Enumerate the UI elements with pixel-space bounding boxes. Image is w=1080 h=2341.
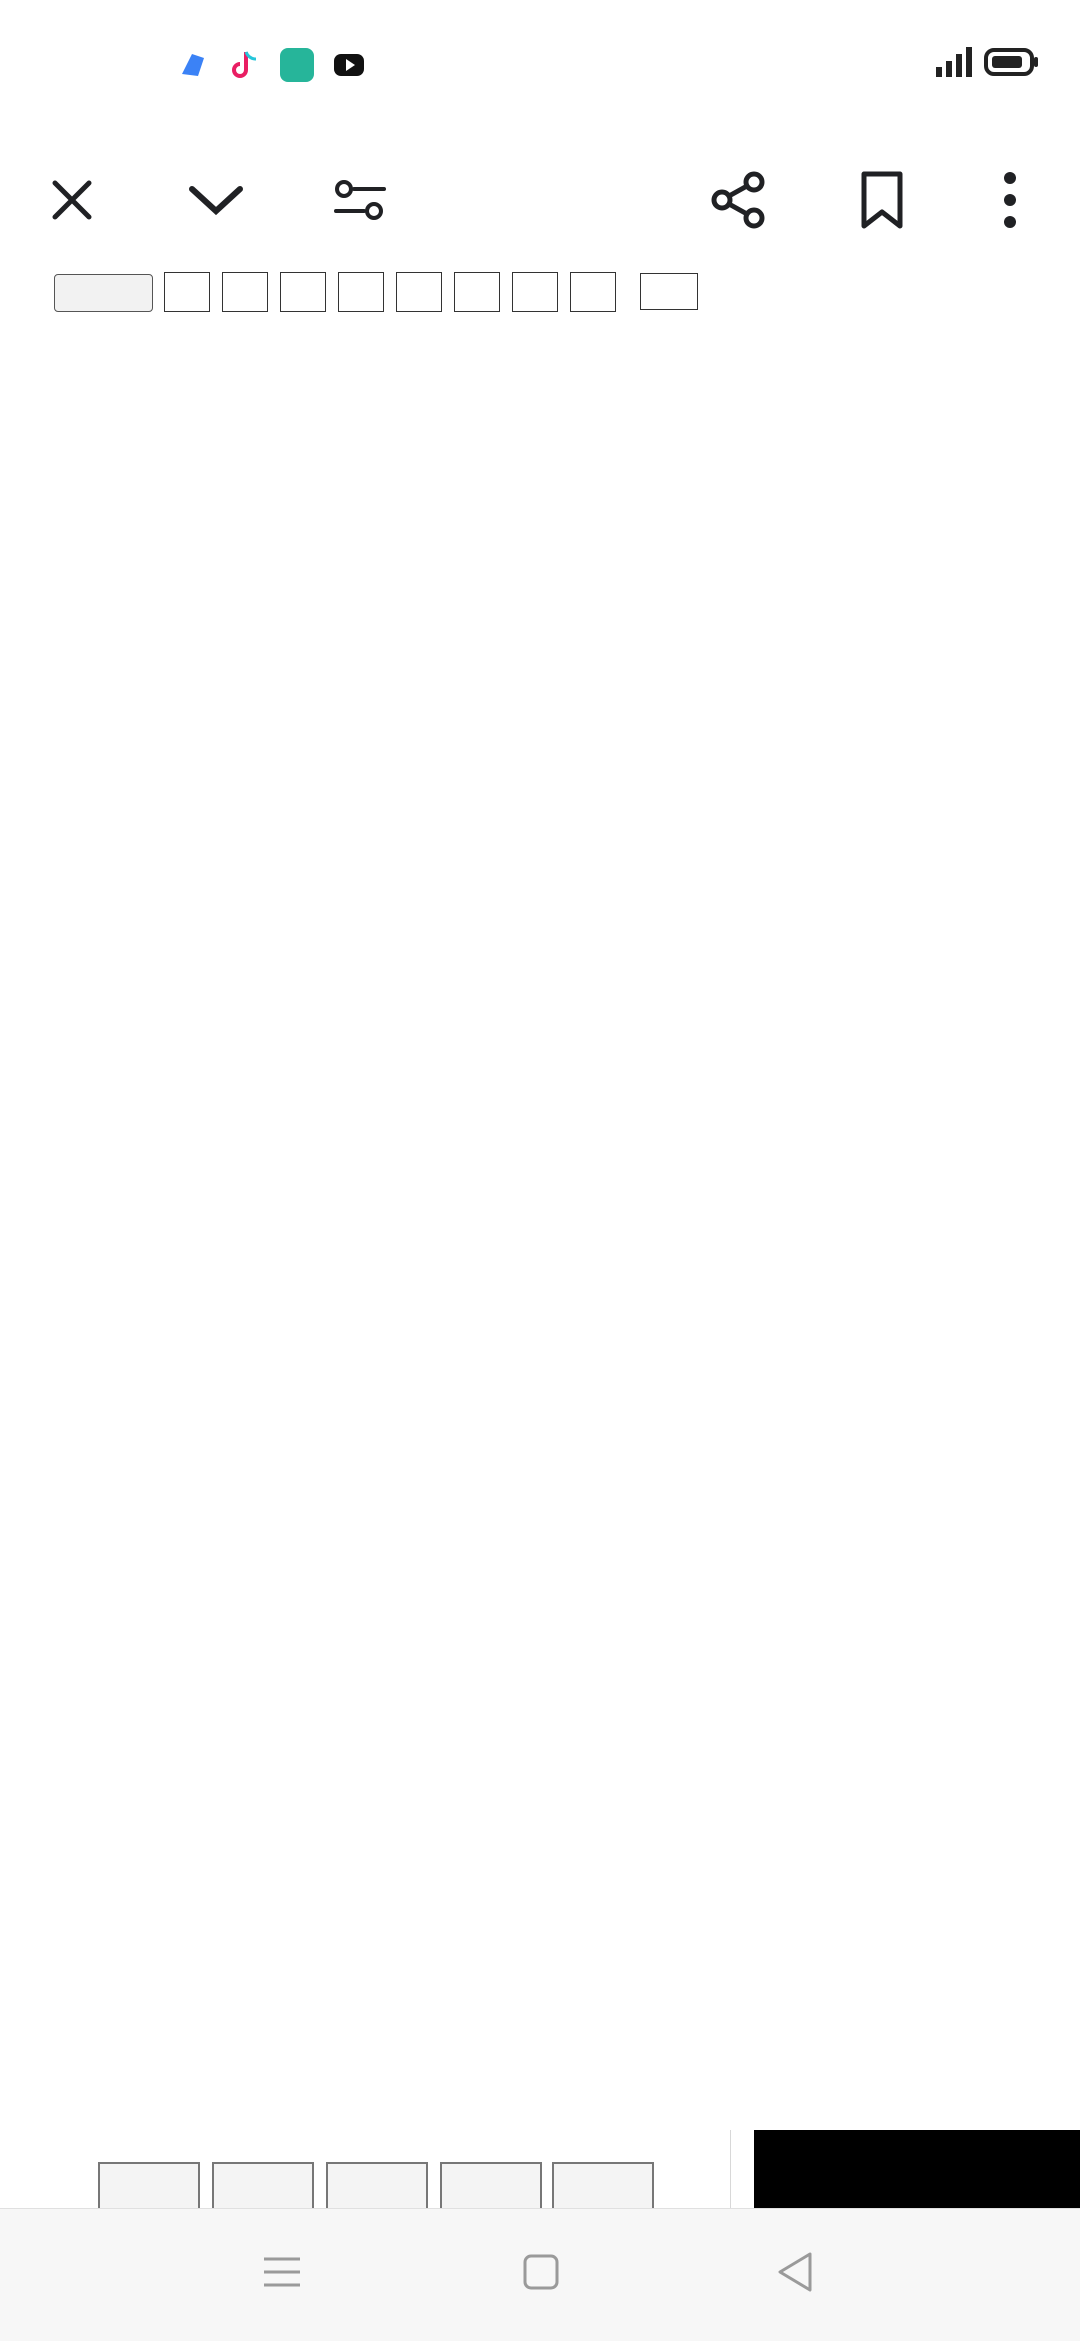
signal-icon	[934, 45, 974, 84]
swatch-red[interactable]	[164, 272, 210, 312]
square-icon[interactable]	[522, 2253, 560, 2296]
swatch-blue[interactable]	[396, 272, 442, 312]
swatch-purple[interactable]	[222, 272, 268, 312]
ad-block	[754, 2130, 1080, 2210]
share-icon[interactable]	[698, 160, 778, 240]
color-palette	[18, 268, 708, 316]
bookmark-icon[interactable]	[842, 160, 922, 240]
more-vertical-icon[interactable]	[970, 160, 1050, 240]
swatch-green[interactable]	[280, 272, 326, 312]
close-icon[interactable]	[32, 160, 112, 240]
back-triangle-icon[interactable]	[776, 2251, 814, 2298]
status-bar	[0, 0, 1080, 130]
brush-button[interactable]	[640, 273, 698, 310]
browser-toolbar	[0, 130, 1080, 260]
android-navbar	[0, 2208, 1080, 2341]
swatch-teal[interactable]	[454, 272, 500, 312]
menu-icon[interactable]	[262, 2255, 302, 2294]
system-icons	[924, 44, 1040, 84]
swatch-royal-blue[interactable]	[570, 272, 616, 312]
swatch-dark-orange[interactable]	[512, 272, 558, 312]
tiktok-icon	[228, 48, 262, 82]
tune-icon[interactable]	[320, 160, 400, 240]
youtube-icon	[332, 48, 366, 82]
divider	[730, 2130, 731, 2210]
chevron-down-icon[interactable]	[176, 160, 256, 240]
swatch-orange[interactable]	[338, 272, 384, 312]
paito-table-area	[0, 268, 1080, 2208]
app-notification-icon	[176, 48, 210, 82]
reset-button[interactable]	[54, 274, 153, 312]
gallery-icon	[280, 48, 314, 82]
battery-icon	[984, 45, 1040, 84]
